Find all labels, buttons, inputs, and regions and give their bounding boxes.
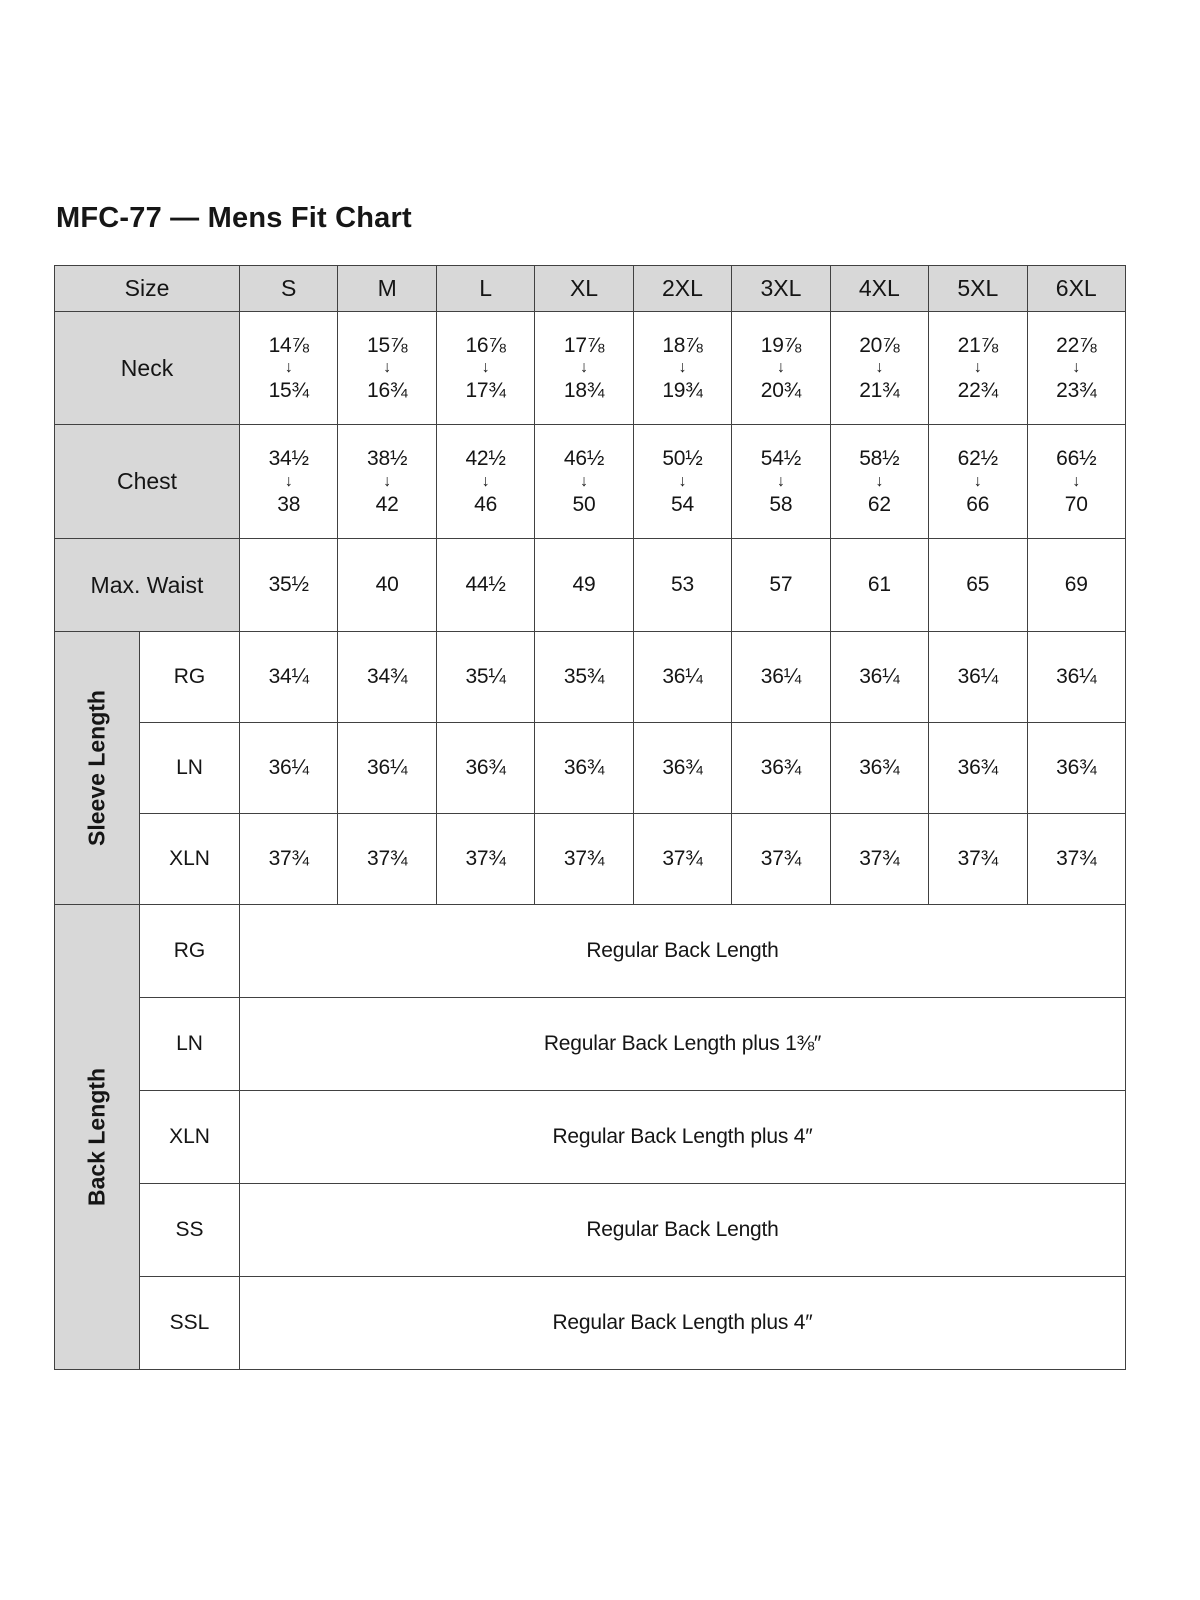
down-arrow-icon: ↓ bbox=[383, 359, 392, 376]
range-to: 22¾ bbox=[957, 379, 998, 402]
down-arrow-icon: ↓ bbox=[777, 359, 785, 376]
chest-cell bbox=[929, 425, 1027, 539]
chest-label: Chest bbox=[55, 425, 240, 539]
down-arrow-icon: ↓ bbox=[284, 472, 293, 490]
range-to: 23¾ bbox=[1056, 379, 1097, 402]
back-ss-row bbox=[55, 1184, 1126, 1277]
sleeve-cell: 36¼ bbox=[1027, 632, 1126, 723]
range-from: 54½ bbox=[760, 447, 802, 471]
range-to: 50 bbox=[572, 492, 596, 516]
range-from: 17⅞ bbox=[563, 333, 605, 357]
sleeve-cell: 35¼ bbox=[436, 632, 534, 723]
size-col-header: S bbox=[240, 266, 338, 312]
range-from: 18⅞ bbox=[662, 333, 703, 357]
range-to: 70 bbox=[1064, 492, 1088, 516]
sleeve-cell: 36¼ bbox=[830, 632, 928, 723]
down-arrow-icon: ↓ bbox=[481, 359, 490, 376]
sleeve-cell: 34¾ bbox=[338, 632, 436, 723]
max-waist-cell: 40 bbox=[338, 539, 436, 632]
sleeve-cell: 36¾ bbox=[732, 723, 830, 814]
max-waist-cell: 35½ bbox=[240, 539, 338, 632]
down-arrow-icon: ↓ bbox=[678, 472, 687, 490]
back-row-label: RG bbox=[140, 905, 240, 998]
sleeve-cell: 37¾ bbox=[929, 814, 1027, 905]
down-arrow-icon: ↓ bbox=[383, 472, 392, 490]
sleeve-cell: 36¼ bbox=[240, 723, 338, 814]
back-length-label: Back Length bbox=[83, 1067, 110, 1207]
max-waist-label: Max. Waist bbox=[55, 539, 240, 632]
sleeve-cell: 36¾ bbox=[830, 723, 928, 814]
chest-cell bbox=[633, 425, 731, 539]
max-waist-cell: 57 bbox=[732, 539, 830, 632]
back-row-text: Regular Back Length plus 1⅜″ bbox=[240, 998, 1126, 1091]
max-waist-row bbox=[55, 539, 1126, 632]
down-arrow-icon: ↓ bbox=[1072, 359, 1081, 376]
range-from: 42½ bbox=[465, 447, 506, 471]
size-col-header: 3XL bbox=[732, 266, 830, 312]
sleeve-cell: 37¾ bbox=[830, 814, 928, 905]
sleeve-cell: 36¾ bbox=[535, 723, 633, 814]
back-row-label: XLN bbox=[140, 1091, 240, 1184]
sleeve-row-label: RG bbox=[140, 632, 240, 723]
size-col-header: XL bbox=[535, 266, 633, 312]
range-from: 14⅞ bbox=[268, 333, 309, 357]
sleeve-cell: 36¾ bbox=[1027, 723, 1126, 814]
range-to: 58 bbox=[769, 492, 793, 516]
sleeve-ln-row bbox=[55, 723, 1126, 814]
range-from: 16⅞ bbox=[465, 333, 506, 357]
sleeve-cell: 36¾ bbox=[633, 723, 731, 814]
range-to: 16¾ bbox=[367, 379, 408, 402]
range-from: 19⅞ bbox=[760, 333, 802, 357]
range-to: 54 bbox=[670, 492, 694, 516]
range-to: 19¾ bbox=[662, 379, 703, 402]
back-row-text: Regular Back Length bbox=[240, 1184, 1126, 1277]
range-to: 42 bbox=[375, 492, 399, 516]
sleeve-cell: 36¼ bbox=[929, 632, 1027, 723]
range-to: 15¾ bbox=[268, 379, 309, 402]
back-row-label: LN bbox=[140, 998, 240, 1091]
max-waist-cell: 65 bbox=[929, 539, 1027, 632]
range-from: 22⅞ bbox=[1056, 333, 1097, 357]
range-to: 66 bbox=[966, 492, 990, 516]
down-arrow-icon: ↓ bbox=[580, 472, 588, 490]
range-from: 38½ bbox=[367, 447, 408, 471]
down-arrow-icon: ↓ bbox=[973, 472, 982, 490]
neck-cell bbox=[830, 312, 928, 425]
down-arrow-icon: ↓ bbox=[1072, 472, 1081, 490]
sleeve-cell: 36¼ bbox=[633, 632, 731, 723]
sleeve-cell: 36¼ bbox=[732, 632, 830, 723]
range-to: 46 bbox=[474, 492, 498, 516]
size-col-header: M bbox=[338, 266, 436, 312]
range-to: 20¾ bbox=[760, 379, 802, 402]
neck-cell bbox=[732, 312, 830, 425]
sleeve-cell: 36¼ bbox=[338, 723, 436, 814]
neck-cell bbox=[929, 312, 1027, 425]
sleeve-cell: 37¾ bbox=[240, 814, 338, 905]
sleeve-cell: 37¾ bbox=[633, 814, 731, 905]
neck-cell bbox=[535, 312, 633, 425]
back-row-label: SSL bbox=[140, 1277, 240, 1370]
sleeve-row-label: XLN bbox=[140, 814, 240, 905]
sleeve-cell: 37¾ bbox=[436, 814, 534, 905]
sleeve-cell: 37¾ bbox=[732, 814, 830, 905]
size-header-row bbox=[55, 266, 1126, 312]
back-row-text: Regular Back Length bbox=[240, 905, 1126, 998]
neck-cell bbox=[436, 312, 534, 425]
back-row-text: Regular Back Length plus 4″ bbox=[240, 1091, 1126, 1184]
neck-label: Neck bbox=[55, 312, 240, 425]
max-waist-cell: 53 bbox=[633, 539, 731, 632]
chest-cell bbox=[535, 425, 633, 539]
chest-cell bbox=[240, 425, 338, 539]
down-arrow-icon: ↓ bbox=[284, 359, 293, 376]
size-col-header: 4XL bbox=[830, 266, 928, 312]
range-from: 34½ bbox=[268, 447, 309, 471]
neck-row bbox=[55, 312, 1126, 425]
neck-cell bbox=[1027, 312, 1126, 425]
neck-cell bbox=[633, 312, 731, 425]
size-col-header: 6XL bbox=[1027, 266, 1126, 312]
neck-cell bbox=[338, 312, 436, 425]
range-to: 38 bbox=[277, 492, 301, 516]
sleeve-cell: 37¾ bbox=[535, 814, 633, 905]
back-row-label: SS bbox=[140, 1184, 240, 1277]
sleeve-cell: 36¾ bbox=[929, 723, 1027, 814]
back-ln-row bbox=[55, 998, 1126, 1091]
fit-chart-table bbox=[54, 265, 1126, 1370]
range-from: 21⅞ bbox=[957, 333, 998, 357]
back-ssl-row bbox=[55, 1277, 1126, 1370]
down-arrow-icon: ↓ bbox=[481, 472, 490, 490]
range-from: 20⅞ bbox=[859, 333, 900, 357]
sleeve-length-label: Sleeve Length bbox=[83, 690, 110, 846]
down-arrow-icon: ↓ bbox=[580, 359, 588, 376]
range-to: 18¾ bbox=[563, 379, 605, 402]
down-arrow-icon: ↓ bbox=[875, 472, 884, 490]
down-arrow-icon: ↓ bbox=[777, 472, 785, 490]
neck-cell bbox=[240, 312, 338, 425]
back-rg-row bbox=[55, 905, 1126, 998]
size-col-header: L bbox=[436, 266, 534, 312]
range-from: 66½ bbox=[1056, 447, 1097, 471]
size-col-header: 5XL bbox=[929, 266, 1027, 312]
range-from: 46½ bbox=[563, 447, 605, 471]
chest-row bbox=[55, 425, 1126, 539]
range-from: 50½ bbox=[662, 447, 703, 471]
sleeve-cell: 37¾ bbox=[338, 814, 436, 905]
range-to: 21¾ bbox=[859, 379, 900, 402]
sleeve-xln-row bbox=[55, 814, 1126, 905]
back-length-header bbox=[55, 905, 140, 1370]
page-title: MFC-77 — Mens Fit Chart bbox=[56, 202, 412, 234]
sleeve-cell: 34¼ bbox=[240, 632, 338, 723]
back-xln-row bbox=[55, 1091, 1126, 1184]
sleeve-length-header bbox=[55, 632, 140, 905]
size-header-cell: Size bbox=[55, 266, 240, 312]
range-to: 17¾ bbox=[465, 379, 506, 402]
max-waist-cell: 69 bbox=[1027, 539, 1126, 632]
chest-cell bbox=[830, 425, 928, 539]
down-arrow-icon: ↓ bbox=[973, 359, 982, 376]
max-waist-cell: 49 bbox=[535, 539, 633, 632]
back-row-text: Regular Back Length plus 4″ bbox=[240, 1277, 1126, 1370]
size-col-header: 2XL bbox=[633, 266, 731, 312]
range-from: 62½ bbox=[957, 447, 998, 471]
sleeve-rg-row bbox=[55, 632, 1126, 723]
down-arrow-icon: ↓ bbox=[875, 359, 884, 376]
chest-cell bbox=[338, 425, 436, 539]
max-waist-cell: 44½ bbox=[436, 539, 534, 632]
sleeve-cell: 36¾ bbox=[436, 723, 534, 814]
range-to: 62 bbox=[867, 492, 891, 516]
chest-cell bbox=[1027, 425, 1126, 539]
range-from: 58½ bbox=[859, 447, 900, 471]
chest-cell bbox=[436, 425, 534, 539]
max-waist-cell: 61 bbox=[830, 539, 928, 632]
sleeve-cell: 35¾ bbox=[535, 632, 633, 723]
range-from: 15⅞ bbox=[367, 333, 408, 357]
chest-cell bbox=[732, 425, 830, 539]
sleeve-cell: 37¾ bbox=[1027, 814, 1126, 905]
down-arrow-icon: ↓ bbox=[678, 359, 687, 376]
sleeve-row-label: LN bbox=[140, 723, 240, 814]
